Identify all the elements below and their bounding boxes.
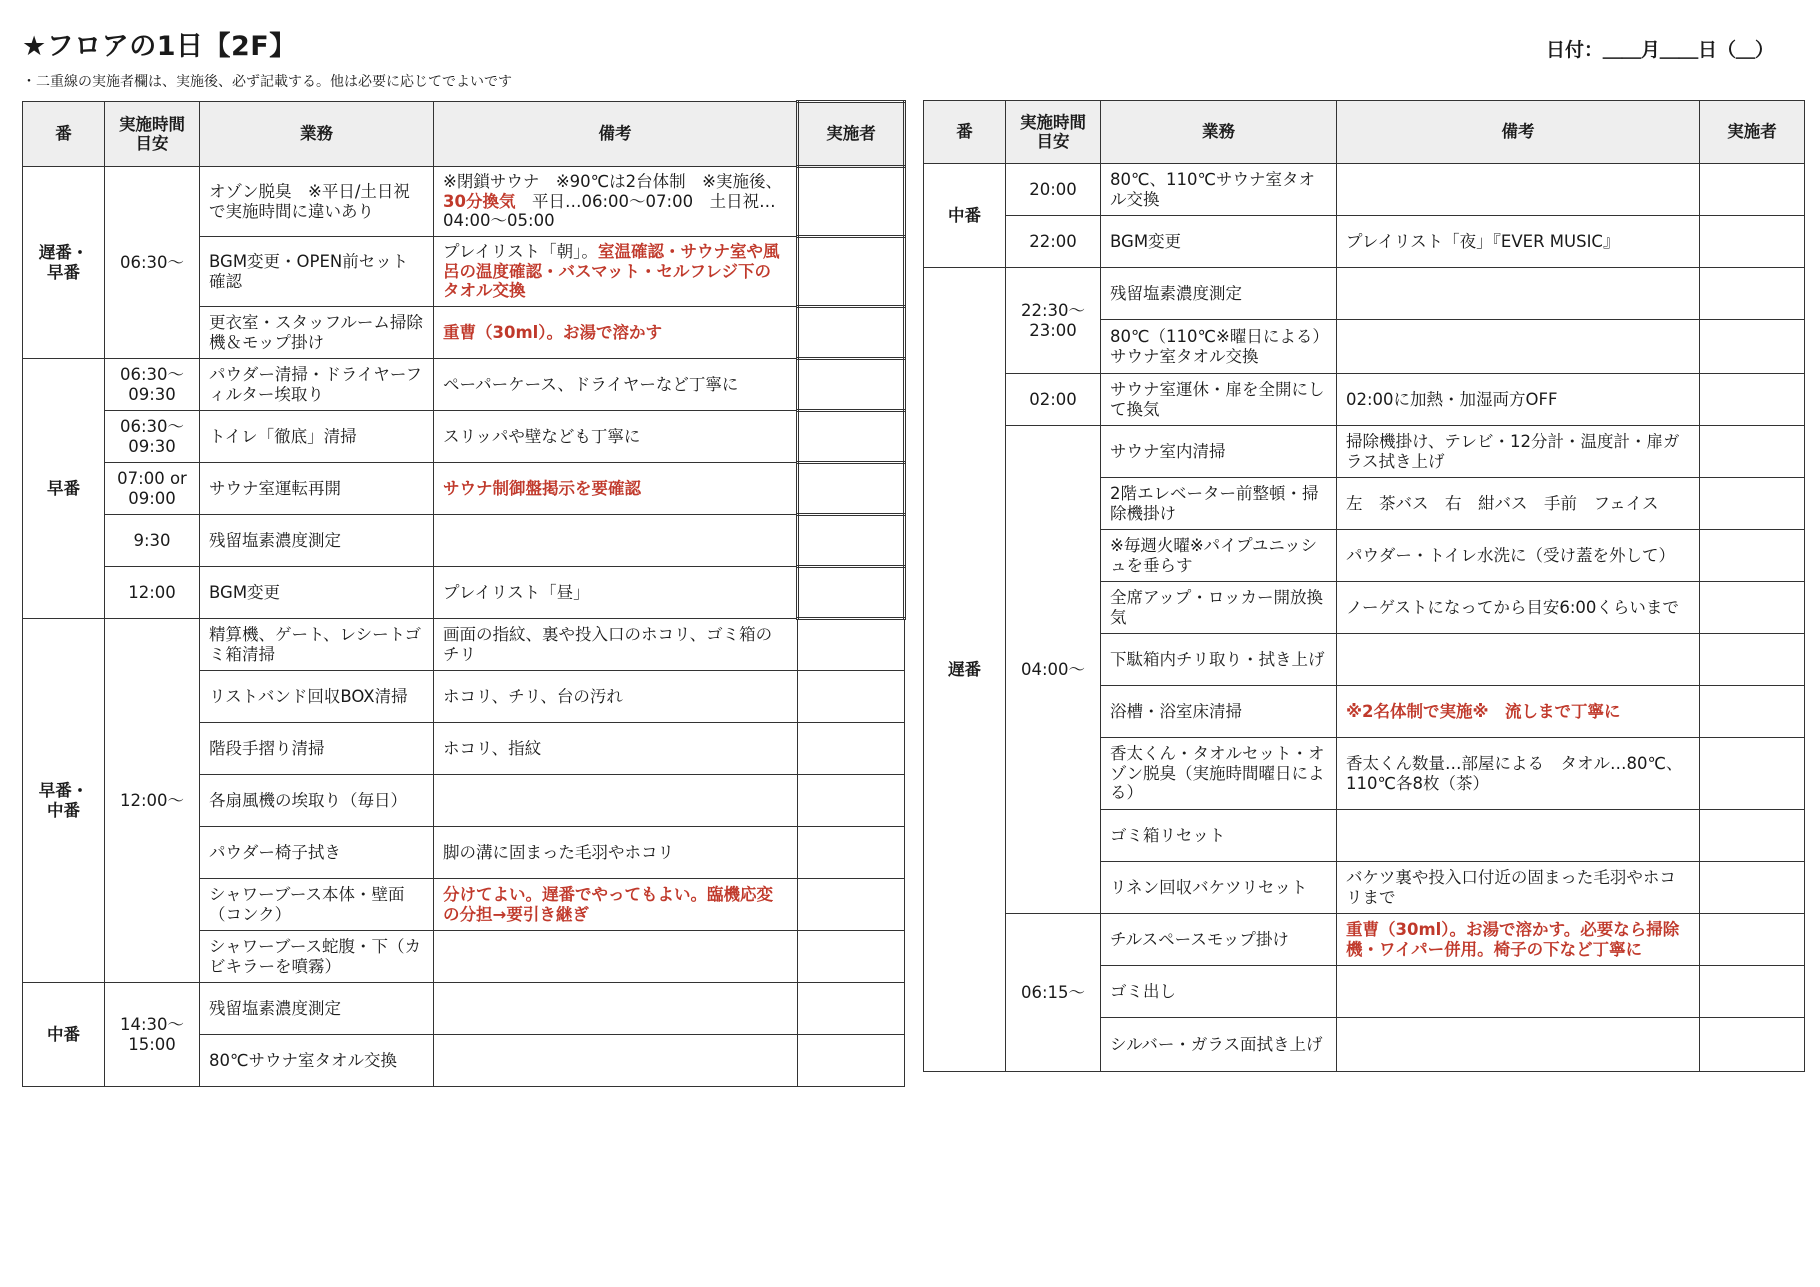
task-cell: 残留塩素濃度測定 [1101,268,1337,320]
page-title: ★フロアの1日【2F】 [22,31,297,62]
instruction-note: ・二重線の実施者欄は、実施後、必ず記載する。他は必要に応じてでよいです [22,74,512,90]
schedule-table-right [923,100,1805,1072]
remarks-cell: サウナ制御盤掲示を要確認 [434,463,798,515]
task-cell: 階段手摺り清掃 [200,723,434,775]
shift-cell: 早番 [23,359,105,619]
task-cell: シャワーブース本体・壁面（コンク） [200,879,434,931]
shift-cell: 早番・中番 [23,619,105,983]
operator-signature-cell[interactable] [798,359,905,411]
remarks-cell: 重曹（30ml）。お湯で溶かす [434,307,798,359]
remarks-cell [1337,966,1700,1018]
remarks-cell: ※閉鎖サウナ ※90℃は2台体制 ※実施後、30分換気 平日…06:00〜07:00 土日祝…04:00〜05:00 [434,167,798,237]
remarks-cell [1337,634,1700,686]
time-cell: 02:00 [1006,374,1101,426]
task-cell: ※毎週火曜※パイプユニッシュを垂らす [1101,530,1337,582]
table-row [924,914,1805,966]
remarks-cell: 左 茶バス 右 紺バス 手前 フェイス [1337,478,1700,530]
remarks-cell: 重曹（30ml）。お湯で溶かす。必要なら掃除機・ワイパー併用。椅子の下など丁寧に [1337,914,1700,966]
table-row [23,167,905,237]
remarks-cell: ペーパーケース、ドライヤーなど丁寧に [434,359,798,411]
operator-cell[interactable] [798,671,905,723]
operator-cell[interactable] [1700,686,1805,738]
remarks-cell [434,983,798,1035]
remarks-cell: 脚の溝に固まった毛羽やホコリ [434,827,798,879]
operator-cell[interactable] [1700,216,1805,268]
operator-cell[interactable] [1700,320,1805,374]
table-row [23,567,905,619]
remarks-cell [1337,268,1700,320]
task-cell: 浴槽・浴室床清掃 [1101,686,1337,738]
task-cell: サウナ室運休・扉を全開にして換気 [1101,374,1337,426]
shift-cell: 中番 [23,983,105,1087]
operator-cell[interactable] [1700,738,1805,810]
time-cell: 06:30〜09:30 [105,359,200,411]
operator-cell[interactable] [1700,268,1805,320]
table-header-row [23,102,905,167]
remarks-cell: 分けてよい。遅番でやってもよい。臨機応変の分担→要引き継ぎ [434,879,798,931]
task-cell: 残留塩素濃度測定 [200,983,434,1035]
task-cell: 80℃（110℃※曜日による）サウナ室タオル交換 [1101,320,1337,374]
time-cell: 20:00 [1006,164,1101,216]
task-cell: ゴミ出し [1101,966,1337,1018]
col-operator: 実施者 [1700,101,1805,164]
remarks-cell: ※2名体制で実施※ 流しまで丁寧に [1337,686,1700,738]
operator-signature-cell[interactable] [798,515,905,567]
task-cell: サウナ室運転再開 [200,463,434,515]
table-row [23,411,905,463]
operator-cell[interactable] [798,931,905,983]
remarks-cell: ホコリ、チリ、台の汚れ [434,671,798,723]
operator-signature-cell[interactable] [798,463,905,515]
remarks-cell: 掃除機掛け、テレビ・12分計・温度計・扉ガラス拭き上げ [1337,426,1700,478]
time-cell: 9:30 [105,515,200,567]
remarks-cell: スリッパや壁なども丁寧に [434,411,798,463]
operator-cell[interactable] [1700,862,1805,914]
remarks-cell: プレイリスト「昼」 [434,567,798,619]
task-cell: トイレ「徹底」清掃 [200,411,434,463]
col-task: 業務 [1101,101,1337,164]
task-cell: BGM変更・OPEN前セット確認 [200,237,434,307]
remarks-cell: 香太くん数量…部屋による タオル…80℃、110℃各8枚（茶） [1337,738,1700,810]
task-cell: シャワーブース蛇腹・下（カビキラーを噴霧） [200,931,434,983]
table-row [23,619,905,671]
operator-signature-cell[interactable] [798,167,905,237]
operator-cell[interactable] [798,775,905,827]
remarks-cell [434,931,798,983]
remarks-cell: ノーゲストになってから目安6:00くらいまで [1337,582,1700,634]
remarks-cell [434,775,798,827]
task-cell: サウナ室内清掃 [1101,426,1337,478]
task-cell: 各扇風機の埃取り（毎日） [200,775,434,827]
shift-cell: 遅番 [924,268,1006,1072]
time-cell: 22:00 [1006,216,1101,268]
task-cell: 更衣室・スタッフルーム掃除機＆モップ掛け [200,307,434,359]
operator-cell[interactable] [1700,1018,1805,1072]
remarks-cell: プレイリスト「夜」『EVER MUSIC』 [1337,216,1700,268]
remarks-cell [1337,164,1700,216]
table-row [924,164,1805,216]
remarks-cell: プレイリスト「朝」。室温確認・サウナ室や風呂の温度確認・バスマット・セルフレジ下のタオル交換 [434,237,798,307]
task-cell: 2階エレベーター前整頓・掃除機掛け [1101,478,1337,530]
operator-cell[interactable] [1700,426,1805,478]
col-task: 業務 [200,102,434,167]
shift-cell: 中番 [924,164,1006,268]
operator-cell[interactable] [798,827,905,879]
operator-cell[interactable] [798,983,905,1035]
operator-cell[interactable] [1700,478,1805,530]
col-time: 実施時間 目安 [1006,101,1101,164]
operator-signature-cell[interactable] [798,307,905,359]
operator-cell[interactable] [1700,582,1805,634]
operator-cell[interactable] [798,723,905,775]
remarks-cell: 画面の指紋、裏や投入口のホコリ、ゴミ箱のチリ [434,619,798,671]
shift-cell: 遅番・早番 [23,167,105,359]
time-cell: 06:30〜09:30 [105,411,200,463]
remarks-cell [1337,1018,1700,1072]
time-cell: 22:30〜23:00 [1006,268,1101,374]
task-cell: 全席アップ・ロッカー開放換気 [1101,582,1337,634]
time-cell: 12:00 [105,567,200,619]
task-cell: 下駄箱内チリ取り・拭き上げ [1101,634,1337,686]
col-shift: 番 [23,102,105,167]
table-row [23,463,905,515]
table-row [924,374,1805,426]
time-cell: 06:15〜 [1006,914,1101,1072]
operator-cell[interactable] [1700,530,1805,582]
task-cell: パウダー椅子拭き [200,827,434,879]
remarks-cell [434,515,798,567]
task-cell: BGM変更 [1101,216,1337,268]
time-cell: 12:00〜 [105,619,200,983]
operator-signature-cell[interactable] [798,411,905,463]
operator-cell[interactable] [1700,810,1805,862]
task-cell: BGM変更 [200,567,434,619]
operator-cell[interactable] [1700,966,1805,1018]
operator-cell[interactable] [798,879,905,931]
table-row [23,983,905,1035]
col-remarks: 備考 [434,102,798,167]
col-operator: 実施者 [798,102,905,167]
task-cell: 香太くん・タオルセット・オゾン脱臭（実施時間曜日による） [1101,738,1337,810]
operator-cell[interactable] [1700,374,1805,426]
table-row [924,268,1805,320]
remarks-cell [1337,810,1700,862]
remarks-cell: 02:00に加熱・加湿両方OFF [1337,374,1700,426]
schedule-table-left [22,100,906,1087]
time-cell: 14:30〜15:00 [105,983,200,1087]
table-row [23,515,905,567]
remarks-cell [1337,320,1700,374]
time-cell: 04:00〜 [1006,426,1101,914]
col-shift: 番 [924,101,1006,164]
col-remarks: 備考 [1337,101,1700,164]
operator-cell[interactable] [798,1035,905,1087]
operator-cell[interactable] [798,619,905,671]
time-cell: 07:00 or 09:00 [105,463,200,515]
task-cell: パウダー清掃・ドライヤーフィルター埃取り [200,359,434,411]
time-cell: 06:30〜 [105,167,200,359]
remarks-cell: ホコリ、指紋 [434,723,798,775]
task-cell: 精算機、ゲート、レシートゴミ箱清掃 [200,619,434,671]
task-cell: 80℃サウナ室タオル交換 [200,1035,434,1087]
task-cell: シルバー・ガラス面拭き上げ [1101,1018,1337,1072]
col-time: 実施時間 目安 [105,102,200,167]
table-row [924,426,1805,478]
operator-cell[interactable] [1700,164,1805,216]
remarks-cell [434,1035,798,1087]
operator-cell[interactable] [1700,914,1805,966]
remarks-cell: バケツ裏や投入口付近の固まった毛羽やホコリまで [1337,862,1700,914]
task-cell: リネン回収バケツリセット [1101,862,1337,914]
task-cell: チルスペースモップ掛け [1101,914,1337,966]
operator-signature-cell[interactable] [798,237,905,307]
remarks-cell: パウダー・トイレ水洗に（受け蓋を外して） [1337,530,1700,582]
task-cell: リストバンド回収BOX清掃 [200,671,434,723]
operator-cell[interactable] [1700,634,1805,686]
table-header-row [924,101,1805,164]
date-field[interactable]: 日付：＿＿月＿＿日（＿） [1546,39,1775,61]
task-cell: オゾン脱臭 ※平日/土日祝で実施時間に違いあり [200,167,434,237]
operator-signature-cell[interactable] [798,567,905,619]
task-cell: 80℃、110℃サウナ室タオル交換 [1101,164,1337,216]
task-cell: 残留塩素濃度測定 [200,515,434,567]
task-cell: ゴミ箱リセット [1101,810,1337,862]
table-row [23,359,905,411]
table-row [924,216,1805,268]
